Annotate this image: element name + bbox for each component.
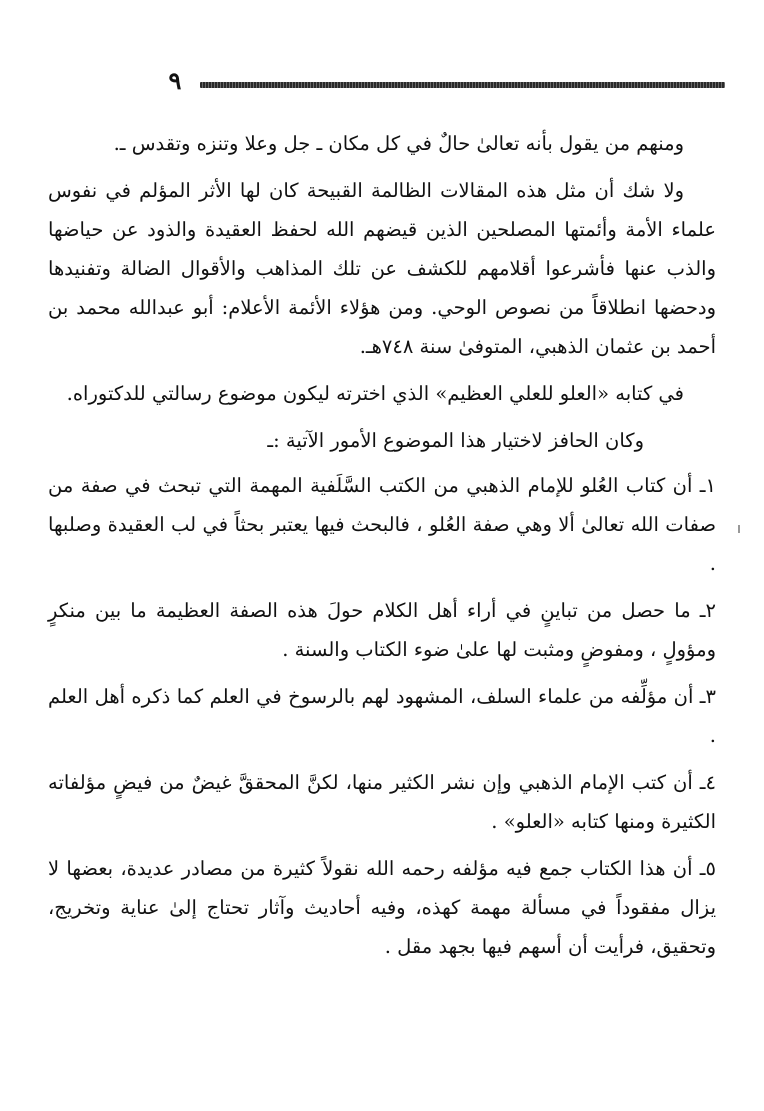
paragraph-3: في كتابه «العلو للعلي العظيم» الذي اخترته ليكون موضوع رسالتي للدكتوراه. [66, 382, 684, 405]
list-item-3: ٣ـ أن مؤلِّفه من علماء السلف، المشهود لهم بالرسوخ في العلم كما ذكره أهل العلم . [48, 685, 716, 747]
list-item-2: ٢ـ ما حصل من تباينٍ في أراء أهل الكلام حولَ هذه الصفة العظيمة ما بين منكرٍ ومؤولٍ ، ومفوضٍ ومثبت لها علىٰ ضوء الكتاب والسنة . [48, 599, 716, 661]
paragraph-2: ولا شك أن مثل هذه المقالات الظالمة القبيحة كان لها الأثر المؤلم في نفوس علماء الأمة وأئمتها المصلحين الذين قيضهم الله لحفظ العقيدة والذود عن حياضها والذب عنها فأشرعوا أقلامهم للكشف عن تلك المذاهب والأقوال الضالة وتفنيدها ودحضها انطلاقاً من نصوص الوحي. ومن هؤلاء الأئمة الأعلام: أبو عبدالله محمد بن أحمد بن عثمان الذهبي، المتوفىٰ سنة ٧٤٨هـ. [48, 179, 716, 358]
page-number: ٩ [168, 66, 182, 95]
list-item-1: ١ـ أن كتاب العُلو للإمام الذهبي من الكتب السَّلَفية المهمة التي تبحث في صفة من صفات الله تعالىٰ ألا وهي صفة العُلو ، فالبحث فيها يعتبر بحثاً في لب العقيدة وصلبها . [48, 474, 716, 575]
paragraph-1: ومنهم من يقول بأنه تعالىٰ حالٌ في كل مكان ـ جل وعلا وتنزه وتقدس ـ. [113, 132, 684, 155]
paragraph-4: وكان الحافز لاختيار هذا الموضوع الأمور الآتية :ـ [267, 429, 644, 452]
margin-mark [738, 525, 740, 533]
page-header [168, 64, 725, 95]
header-rule [200, 82, 725, 88]
list-item-5: ٥ـ أن هذا الكتاب جمع فيه مؤلفه رحمه الله نقولاً كثيرة من مصادر عديدة، بعضها لا يزال مفقوداً في مسألة مهمة كهذه، وفيه أحاديث وآثار تحتاج إلىٰ عناية وتخريج، وتحقيق، فرأيت أن أسهم فيها بجهد مقل . [48, 857, 716, 958]
list-item-4: ٤ـ أن كتب الإمام الذهبي وإن نشر الكثير منها، لكنَّ المحققَّ غيضٌ من فيضٍ مؤلفاته الكثيرة ومنها كتابه «العلو» . [48, 771, 716, 833]
body-text [48, 124, 716, 966]
